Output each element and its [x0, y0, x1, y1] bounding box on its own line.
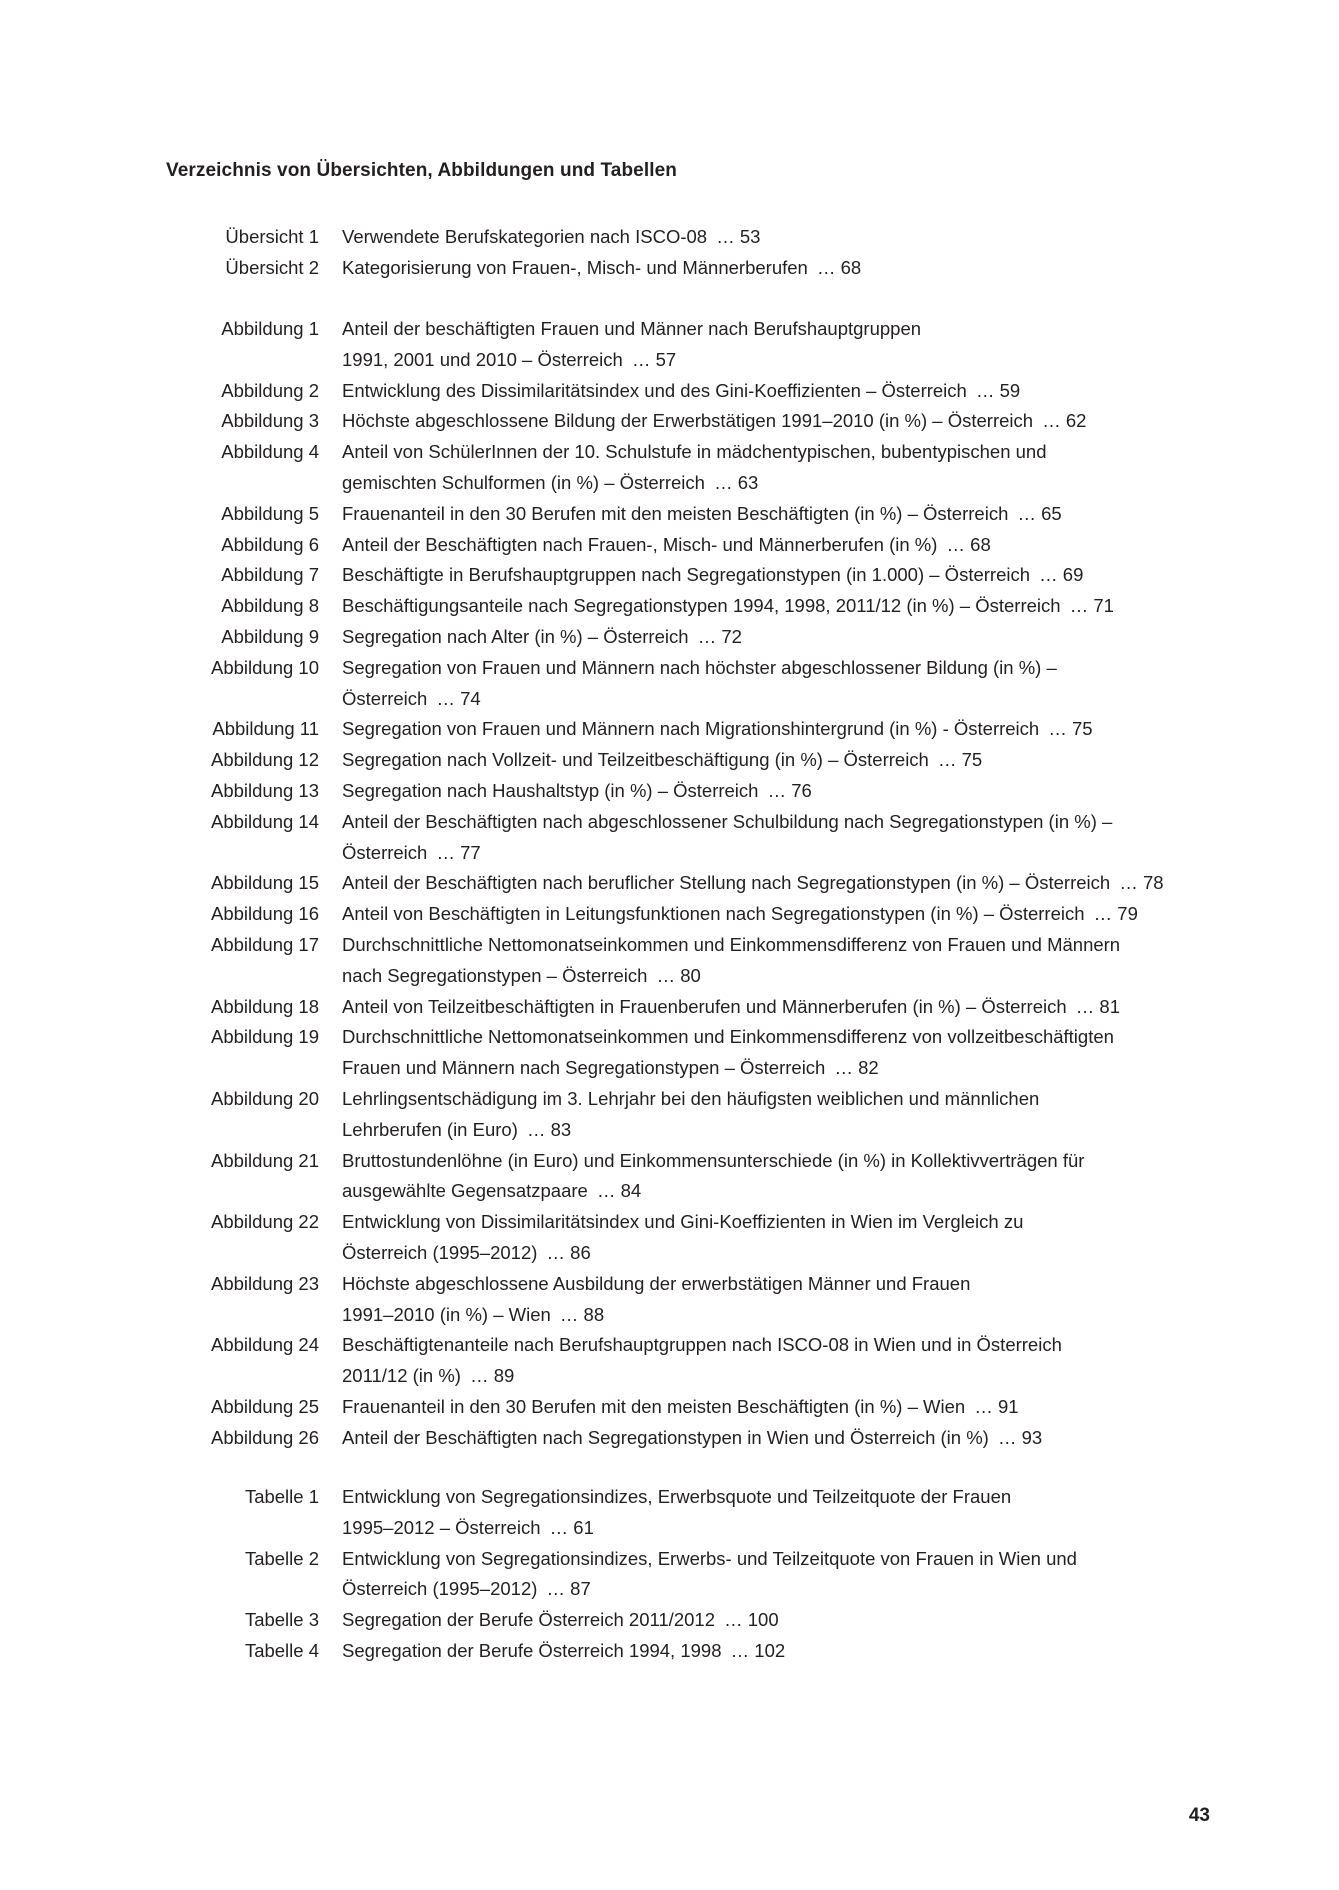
entry-title-text: Segregation von Frauen und Männern nach höchster abgeschlossener Bildung (in %) – Österreich — [342, 656, 1057, 709]
entry-label: Abbildung 19 — [210, 1026, 319, 1048]
entry-title-text: Anteil von SchülerInnen der 10. Schulstufe in mädchentypischen, bubentypischen und gemischten Schulformen (in %) – Österreich — [342, 441, 1047, 493]
entry-title-text: Kategorisierung von Frauen-, Misch- und Männerberufen — [342, 256, 808, 278]
entry-title — [342, 1423, 1232, 1454]
entry-label: Abbildung 15 — [210, 872, 319, 894]
toc-entry — [0, 1269, 1339, 1331]
entry-label: Abbildung 23 — [210, 1272, 319, 1294]
entry-title — [342, 1636, 1232, 1667]
entry-title — [342, 1392, 1232, 1423]
entry-title — [342, 745, 1232, 776]
uebersichten-list — [0, 222, 1339, 284]
entry-page-ref: … 63 — [714, 471, 759, 493]
entry-page-ref: … 71 — [1069, 595, 1114, 617]
entry-page-ref: … 89 — [470, 1365, 515, 1387]
entry-title-text: Höchste abgeschlossene Ausbildung der erwerbstätigen Männer und Frauen 1991–2010 (in %) – Wien — [342, 1272, 971, 1325]
toc-entry — [0, 437, 1339, 499]
entry-title-text: Segregation von Frauen und Männern nach Migrationshintergrund (in %) - Österreich — [342, 718, 1040, 740]
entry-title — [342, 437, 1232, 499]
toc-entry — [0, 1146, 1339, 1208]
entry-title-text: Anteil der Beschäftigten nach Frauen-, Misch- und Männerberufen (in %) — [342, 533, 938, 555]
entry-page-ref: … 79 — [1093, 903, 1138, 925]
toc-entry — [0, 1084, 1339, 1146]
entry-page-ref: … 84 — [596, 1180, 642, 1202]
toc-entry — [0, 499, 1339, 530]
entry-page-ref: … 57 — [631, 348, 677, 370]
toc-entry — [0, 376, 1339, 407]
entry-label: Abbildung 25 — [210, 1395, 319, 1417]
entry-title — [342, 222, 1232, 253]
entry-page-ref: … 88 — [559, 1303, 605, 1325]
entry-label: Übersicht 1 — [225, 226, 319, 247]
toc-entry — [0, 1207, 1339, 1269]
entry-label: Abbildung 24 — [210, 1334, 319, 1356]
entry-label: Abbildung 5 — [221, 502, 319, 524]
entry-title-text: Entwicklung von Dissimilaritätsindex und Gini-Koeffizienten in Wien im Vergleich zu Österreich (1995–2012) — [342, 1211, 1024, 1263]
entry-title-text: Entwicklung von Segregationsindizes, Erwerbsquote und Teilzeitquote der Frauen 1995–2012 – Österreich — [342, 1486, 1012, 1538]
toc-entry — [0, 1636, 1339, 1667]
entry-title-text: Frauenanteil in den 30 Berufen mit den meisten Beschäftigten (in %) – Wien — [342, 1395, 966, 1417]
entry-label: Abbildung 22 — [210, 1211, 319, 1233]
entry-page-ref: … 82 — [834, 1057, 879, 1079]
entry-label: Abbildung 2 — [221, 379, 319, 401]
entry-page-ref: … 102 — [730, 1639, 786, 1661]
entry-page-ref: … 75 — [938, 749, 983, 771]
entry-title — [342, 1544, 1232, 1606]
entry-page-ref: … 80 — [656, 964, 701, 986]
toc-entry — [0, 868, 1339, 899]
entry-title — [342, 807, 1232, 869]
entry-title — [342, 868, 1232, 899]
entry-label: Abbildung 4 — [221, 441, 319, 463]
entry-title — [342, 653, 1232, 715]
toc-entry — [0, 560, 1339, 591]
entry-title — [342, 622, 1232, 653]
entry-label: Abbildung 3 — [221, 410, 319, 432]
entry-page-ref: … 61 — [549, 1516, 594, 1538]
entry-title — [342, 1146, 1232, 1208]
entry-title-text: Anteil der Beschäftigten nach abgeschlossener Schulbildung nach Segregationstypen (in %) – Österreich — [342, 810, 1113, 863]
entry-title-text: Segregation der Berufe Österreich 2011/2012 — [342, 1609, 715, 1631]
entry-label: Abbildung 10 — [210, 656, 319, 678]
toc-entry — [0, 714, 1339, 745]
entry-title-text: Segregation nach Haushaltstyp (in %) – Österreich — [342, 779, 759, 801]
toc-entry — [0, 899, 1339, 930]
entry-page-ref: … 86 — [546, 1241, 591, 1263]
entry-label: Abbildung 1 — [221, 318, 319, 339]
entry-title — [342, 406, 1232, 437]
entry-title — [342, 1207, 1232, 1269]
entry-page-ref: … 62 — [1042, 410, 1087, 432]
entry-title — [342, 1330, 1232, 1392]
entry-title — [342, 591, 1232, 622]
toc-entry — [0, 1482, 1339, 1544]
entry-title-text: Verwendete Berufskategorien nach ISCO-08 — [342, 226, 708, 247]
entry-title-text: Segregation nach Alter (in %) – Österreich — [342, 625, 689, 647]
entry-page-ref: … 68 — [946, 533, 991, 555]
entry-label: Tabelle 4 — [244, 1639, 319, 1661]
entry-title — [342, 530, 1232, 561]
entry-page-ref: … 83 — [527, 1118, 572, 1140]
entry-title-text: Beschäftigte in Berufshauptgruppen nach Segregationstypen (in 1.000) – Österreich — [342, 564, 1031, 586]
entry-title — [342, 376, 1232, 407]
entry-page-ref: … 65 — [1017, 502, 1062, 524]
entry-label: Abbildung 6 — [221, 533, 319, 555]
entry-title — [342, 776, 1232, 807]
entry-title-text: Anteil der Beschäftigten nach beruflicher Stellung nach Segregationstypen (in %) – Österreich — [342, 872, 1111, 894]
entry-page-ref: … 91 — [974, 1395, 1019, 1417]
entry-label: Übersicht 2 — [225, 256, 319, 278]
entry-page-ref: … 69 — [1039, 564, 1084, 586]
entry-title-text: Durchschnittliche Nettomonatseinkommen und Einkommensdifferenz von Frauen und Männern nach Segregationstypen – Österreich — [342, 933, 1121, 986]
entry-title — [342, 899, 1232, 930]
entry-title-text: Entwicklung des Dissimilaritätsindex und des Gini-Koeffizienten – Österreich — [342, 379, 967, 401]
entry-title — [342, 1605, 1232, 1636]
entry-page-ref: … 77 — [436, 841, 481, 863]
toc-entry — [0, 1544, 1339, 1606]
entry-title-text: Entwicklung von Segregationsindizes, Erwerbs- und Teilzeitquote von Frauen in Wien und Österreich (1995–2012) — [342, 1547, 1077, 1600]
entry-title-text: Anteil der Beschäftigten nach Segregationstypen in Wien und Österreich (in %) — [342, 1426, 989, 1448]
entry-page-ref: … 75 — [1048, 718, 1093, 740]
entry-page-ref: … 68 — [816, 256, 862, 278]
toc-entry — [0, 1330, 1339, 1392]
toc-entry — [0, 992, 1339, 1023]
entry-label: Abbildung 12 — [210, 749, 319, 771]
entry-title — [342, 1482, 1232, 1544]
entry-title-text: Beschäftigungsanteile nach Segregationstypen 1994, 1998, 2011/12 (in %) – Österreich — [342, 595, 1061, 617]
toc-entry — [0, 622, 1339, 653]
toc-entry — [0, 1392, 1339, 1423]
page-title: Verzeichnis von Übersichten, Abbildungen und Tabellen — [166, 160, 677, 181]
entry-label: Abbildung 21 — [210, 1149, 319, 1171]
entry-page-ref: … 59 — [975, 379, 1021, 401]
entry-title-text: Segregation nach Vollzeit- und Teilzeitbeschäftigung (in %) – Österreich — [342, 749, 929, 771]
entry-title — [342, 1022, 1232, 1084]
entry-title-text: Anteil von Teilzeitbeschäftigten in Frauenberufen und Männerberufen (in %) – Österreich — [342, 995, 1067, 1017]
entry-title-text: Segregation der Berufe Österreich 1994, 1998 — [342, 1639, 722, 1661]
entry-title-text: Bruttostundenlöhne (in Euro) und Einkommensunterschiede (in %) in Kollektivverträgen für ausgewählte Gegensatzpaare — [342, 1149, 1085, 1202]
entry-title-text: Beschäftigtenanteile nach Berufshauptgruppen nach ISCO-08 in Wien und in Österreich 2011/12 (in %) — [342, 1334, 1062, 1387]
entry-title — [342, 314, 1232, 376]
entry-title — [342, 499, 1232, 530]
entry-label: Tabelle 2 — [244, 1547, 319, 1569]
entry-label: Abbildung 16 — [210, 903, 319, 925]
entry-label: Abbildung 20 — [210, 1087, 319, 1109]
entry-title-text: Frauenanteil in den 30 Berufen mit den meisten Beschäftigten (in %) – Österreich — [342, 502, 1009, 524]
abbildungen-list — [0, 314, 1339, 1453]
entry-label: Abbildung 9 — [221, 625, 319, 647]
toc-entry — [0, 1605, 1339, 1636]
entry-page-ref: … 93 — [997, 1426, 1043, 1448]
toc-entry — [0, 222, 1339, 253]
toc-entry — [0, 1022, 1339, 1084]
entry-label: Abbildung 18 — [210, 995, 319, 1017]
entry-title — [342, 560, 1232, 591]
entry-label: Abbildung 14 — [210, 810, 319, 832]
entry-page-ref: … 74 — [436, 687, 481, 709]
toc-entry — [0, 314, 1339, 376]
entry-title-text: Durchschnittliche Nettomonatseinkommen und Einkommensdifferenz von vollzeitbeschäftigten Frauen und Männern nach Segregationstypen – Österreich — [342, 1026, 1114, 1079]
tabellen-list — [0, 1482, 1339, 1667]
entry-title-text: Anteil von Beschäftigten in Leitungsfunktionen nach Segregationstypen (in %) – Österreich — [342, 903, 1085, 925]
entry-title — [342, 253, 1232, 284]
entry-page-ref: … 87 — [546, 1578, 591, 1600]
toc-entry — [0, 930, 1339, 992]
entry-label: Abbildung 17 — [210, 933, 319, 955]
entry-page-ref: … 53 — [716, 226, 761, 247]
entry-label: Abbildung 8 — [221, 595, 319, 617]
entry-page-ref: … 81 — [1075, 995, 1121, 1017]
entry-page-ref: … 78 — [1119, 872, 1164, 894]
entry-label: Tabelle 1 — [244, 1486, 319, 1507]
entry-title — [342, 1269, 1232, 1331]
toc-entry — [0, 530, 1339, 561]
entry-title — [342, 992, 1232, 1023]
entry-title — [342, 1084, 1232, 1146]
toc-entry — [0, 776, 1339, 807]
entry-page-ref: … 72 — [697, 625, 742, 647]
toc-entry — [0, 807, 1339, 869]
entry-label: Tabelle 3 — [244, 1609, 319, 1631]
entry-label: Abbildung 13 — [210, 779, 319, 801]
entry-title — [342, 930, 1232, 992]
entry-page-ref: … 100 — [724, 1609, 779, 1631]
entry-title-text: Lehrlingsentschädigung im 3. Lehrjahr bei den häufigsten weiblichen und männlichen Lehrberufen (in Euro) — [342, 1087, 1040, 1140]
toc-entry — [0, 745, 1339, 776]
entry-label: Abbildung 7 — [221, 564, 319, 586]
entry-page-ref: … 76 — [767, 779, 812, 801]
entry-title-text: Höchste abgeschlossene Bildung der Erwerbstätigen 1991–2010 (in %) – Österreich — [342, 410, 1034, 432]
page-number: 43 — [1188, 1805, 1210, 1826]
entry-label: Abbildung 26 — [210, 1426, 319, 1448]
toc-entry — [0, 253, 1339, 284]
toc-entry — [0, 1423, 1339, 1454]
entry-label: Abbildung 11 — [212, 718, 319, 740]
toc-entry — [0, 653, 1339, 715]
toc-entry — [0, 591, 1339, 622]
entry-title-text: Anteil der beschäftigten Frauen und Männer nach Berufshauptgruppen 1991, 2001 und 2010 – Österreich — [342, 318, 922, 370]
entry-title — [342, 714, 1232, 745]
toc-entry — [0, 406, 1339, 437]
